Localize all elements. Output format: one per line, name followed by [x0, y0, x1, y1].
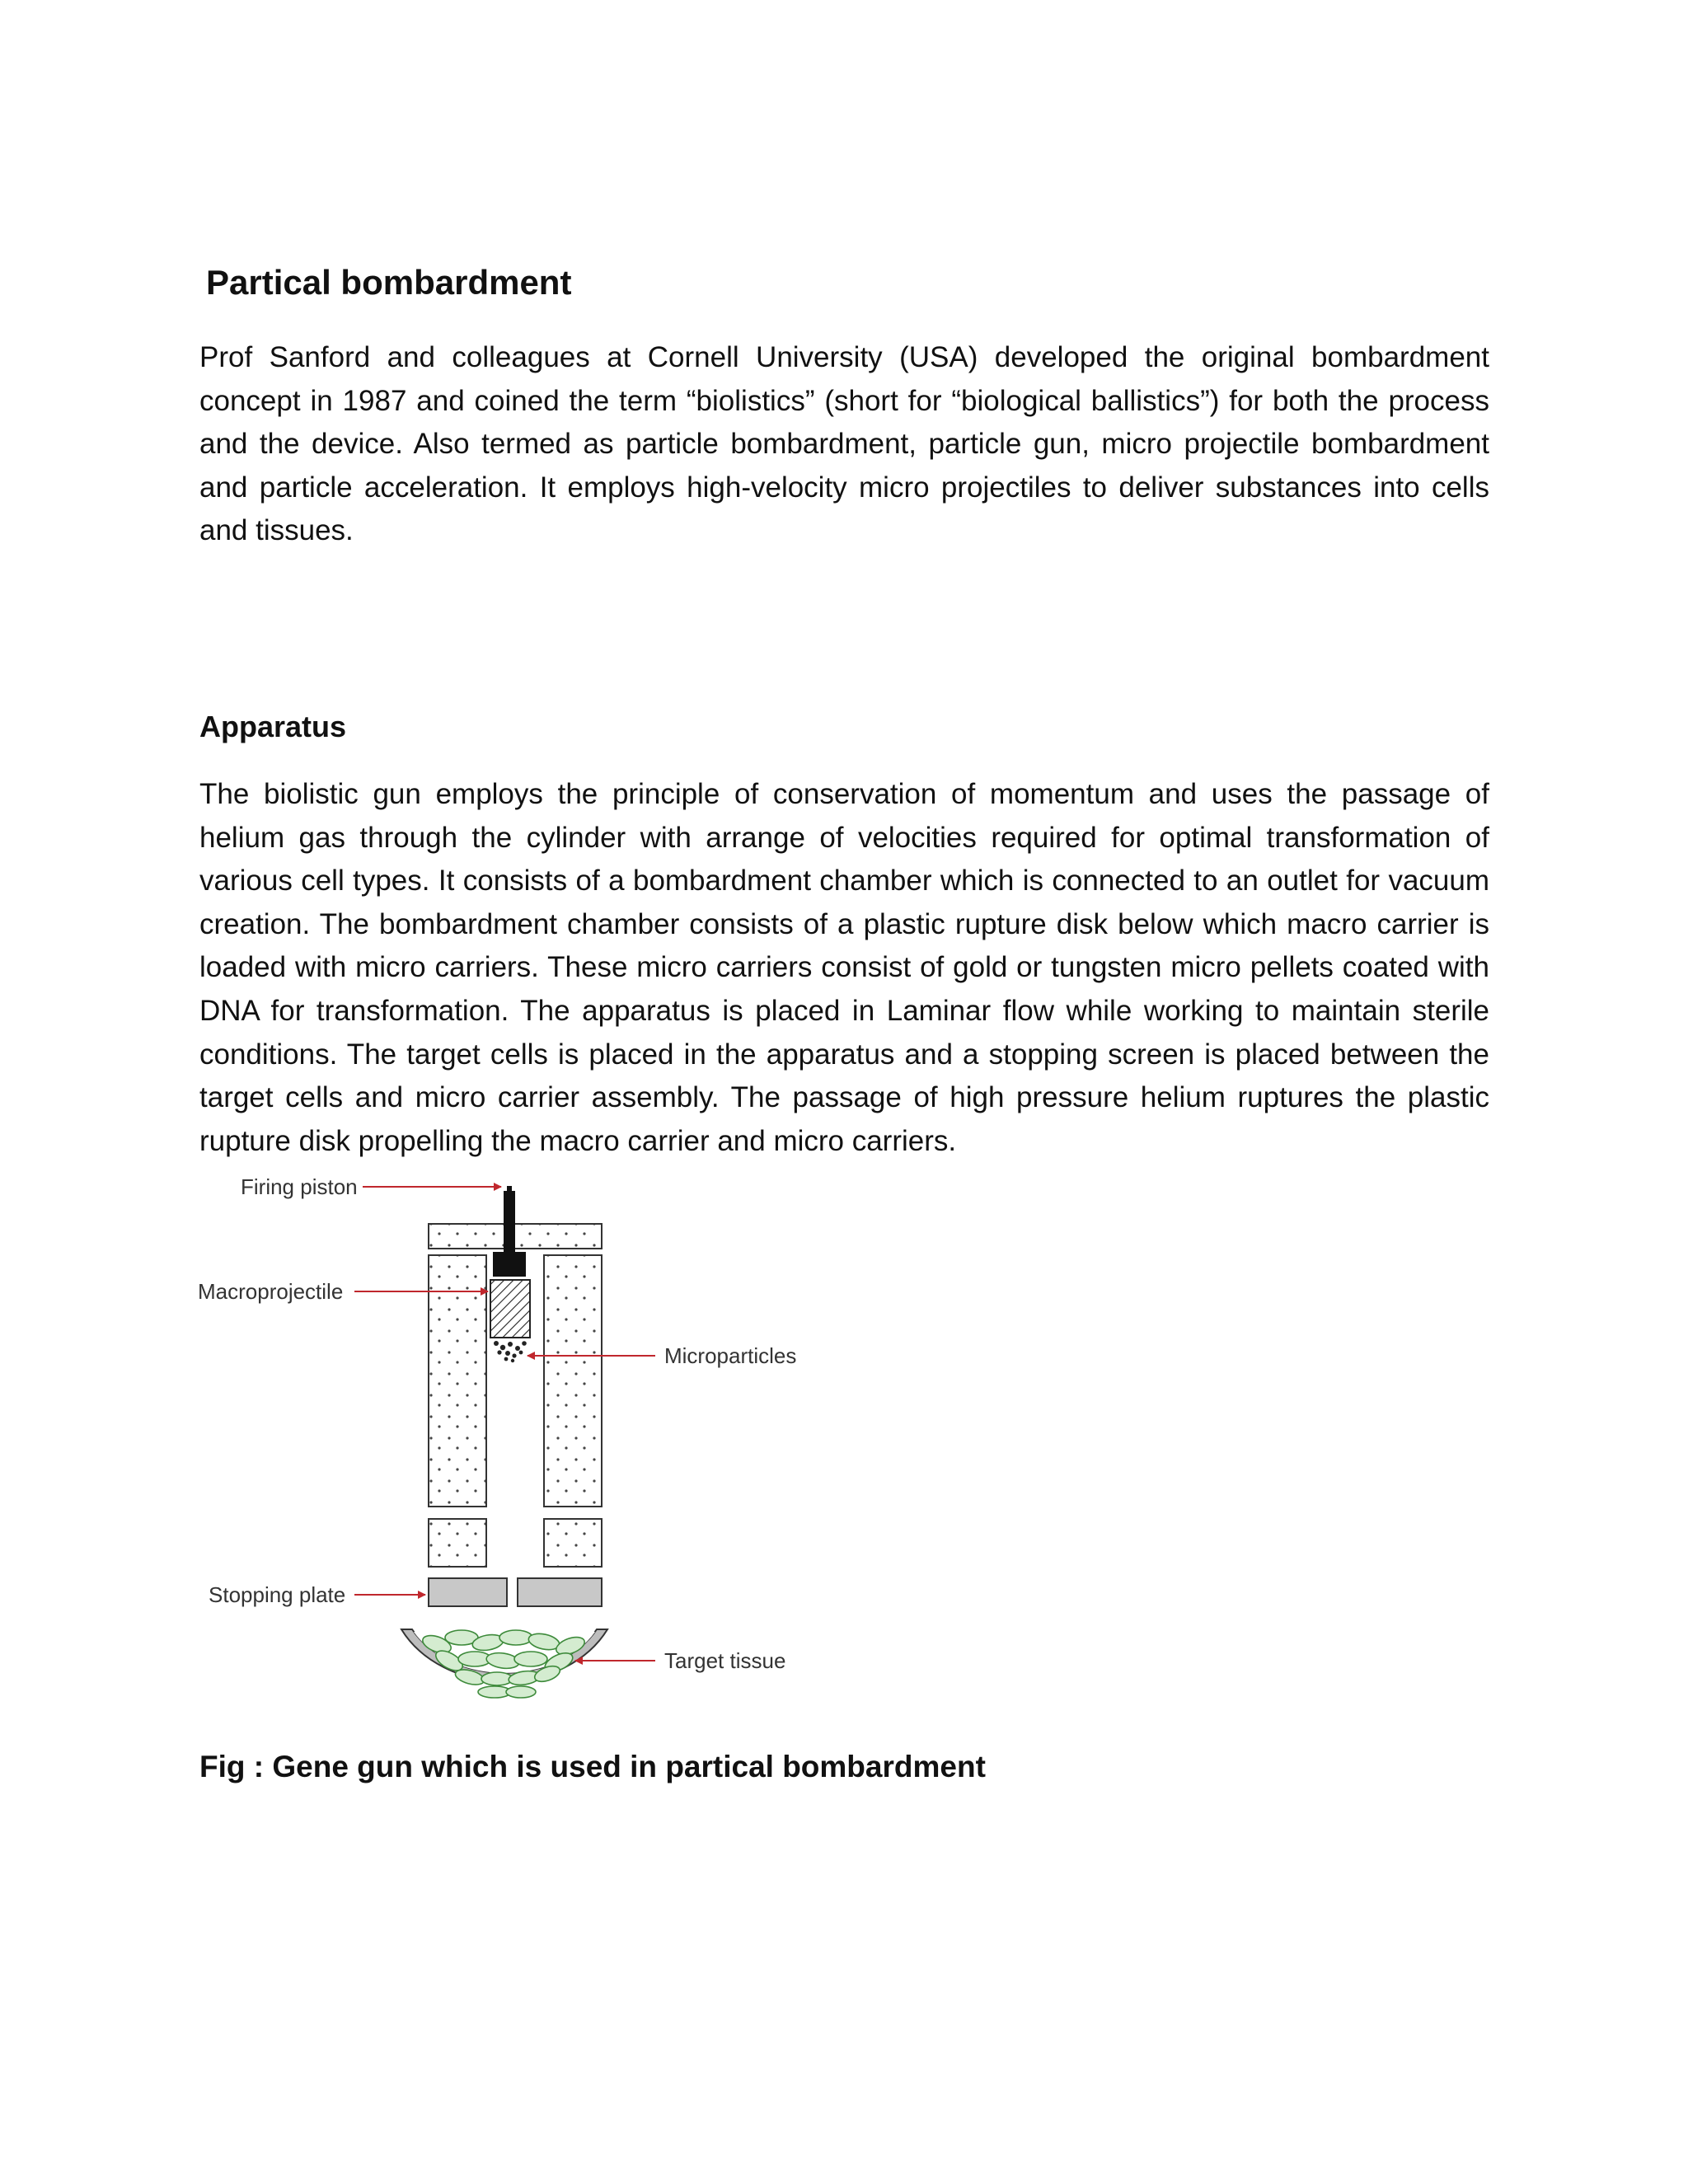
stopping-plate-right	[518, 1578, 602, 1606]
apparatus-heading: Apparatus	[199, 710, 347, 743]
label-macroprojectile: Macroprojectile	[198, 1279, 344, 1304]
right-barrel-wall	[544, 1255, 602, 1507]
intro-paragraph: Prof Sanford and colleagues at Cornell University (USA) developed the original bombardment concept in 1987 and coined the term “biolistics” (short for “biological ballistics”) for both the process and the device. Also termed as particle bombardment, particle gun, micro projectile bombardment and particle acceleration. It employs high-velocity micro projectiles to deliver substances into cells and tissues.	[199, 341, 1489, 547]
microparticles-cluster	[494, 1341, 527, 1362]
label-microparticles: Microparticles	[664, 1343, 797, 1368]
label-target-tissue: Target tissue	[664, 1648, 786, 1673]
label-firing-piston: Firing piston	[241, 1174, 358, 1199]
macroprojectile-shape	[490, 1280, 530, 1338]
apparatus-paragraph: The biolistic gun employs the principle of conservation of momentum and uses the passage of helium gas through the cylinder with arrange of velocities required for optimal transformation of various cell types. It consists of a bombardment chamber which is connected to an outlet for vacuum creation. The bombardment chamber consists of a plastic rupture disk below which macro carrier is loaded with micro carriers. These micro carriers consist of gold or tungsten micro pellets coated with DNA for transformation. The apparatus is placed in Laminar flow while working to maintain sterile conditions. The target cells is placed in the apparatus and a stopping screen is placed between the target cells and micro carrier assembly. The passage of high pressure helium ruptures the plastic rupture disk propelling the macro carrier and micro carriers.	[199, 778, 1489, 1157]
left-lower-block	[429, 1519, 486, 1567]
stopping-plate-left	[429, 1578, 507, 1606]
label-stopping-plate: Stopping plate	[209, 1582, 346, 1607]
gene-gun-diagram	[190, 1174, 832, 1735]
page-title: Partical bombardment	[206, 263, 572, 302]
target-tissue-dish	[401, 1629, 607, 1698]
left-barrel-wall	[429, 1255, 486, 1507]
figure-caption: Fig : Gene gun which is used in partical bombardment	[199, 1750, 986, 1783]
gene-gun-figure	[190, 1174, 832, 1735]
right-lower-block	[544, 1519, 602, 1567]
